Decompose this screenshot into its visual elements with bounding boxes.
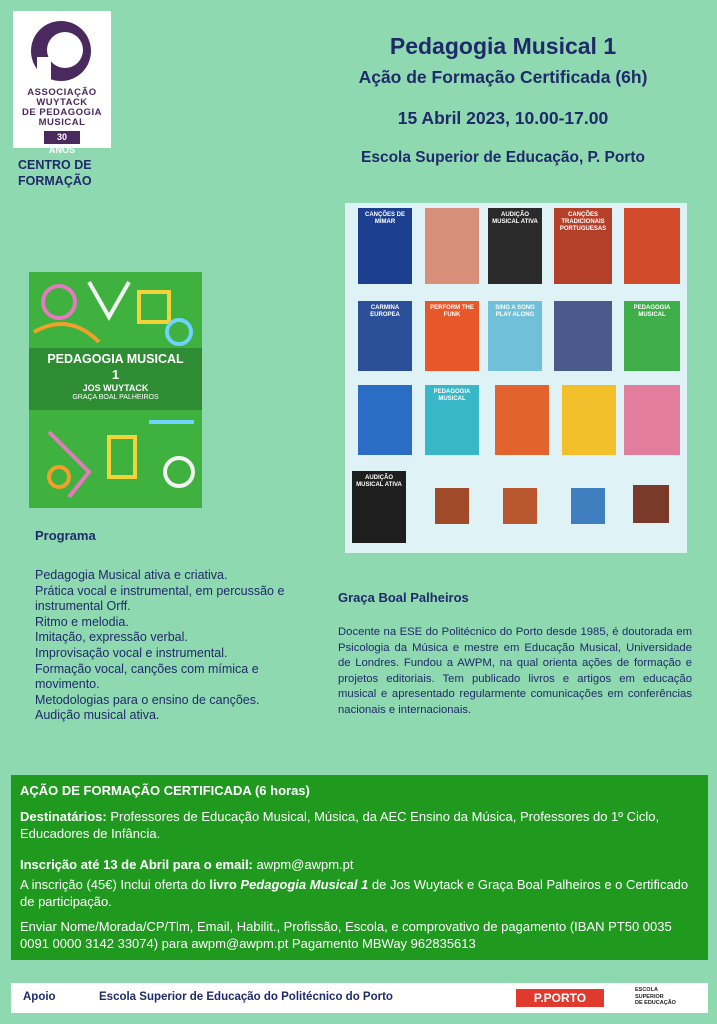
footer-bar <box>11 983 708 1013</box>
list-item: Pedagogia Musical ativa e criativa. <box>35 568 228 582</box>
inscricao-details <box>20 876 695 910</box>
info-heading: AÇÃO DE FORMAÇÃO CERTIFICADA (6 horas) <box>20 783 310 798</box>
list-item: Improvisação vocal e instrumental. <box>35 645 228 660</box>
book-cover-thumbnail-label: CANÇÕES TRADICIONAIS PORTUGUESAS <box>559 212 607 232</box>
book-cover-thumbnail <box>624 385 680 455</box>
ese-logo-line: SUPERIOR <box>635 993 664 1000</box>
event-date: 15 Abril 2023, 10.00-17.00 <box>397 108 609 128</box>
book-cover-thumbnail <box>562 385 616 455</box>
logo-text-line: DE PEDAGOGIA <box>22 107 102 118</box>
programa-heading: Programa <box>35 528 96 543</box>
list-item: Metodologias para o ensino de canções. <box>35 692 260 707</box>
page-title: Pedagogia Musical 1 <box>389 33 617 59</box>
inscricao-price-text: A inscrição (45€) Inclui oferta do <box>20 877 210 892</box>
book-title: PEDAGOGIA MUSICAL <box>47 352 184 366</box>
association-logo <box>13 11 111 155</box>
book-cover-thumbnail-label: CANÇÕES DE MIMAR <box>364 212 405 225</box>
book-cover-thumbnail <box>358 301 412 371</box>
inscricao-email[interactable]: awpm@awpm.pt <box>252 857 354 872</box>
book-cover-thumbnail-label: PERFORM THE FUNK <box>430 305 474 318</box>
escola-name: Escola Superior de Educação do Politécnico do Porto <box>99 991 393 1003</box>
author-heading: Graça Boal Palheiros <box>338 590 469 605</box>
book-cover-thumbnail <box>358 208 412 284</box>
centro-formacao-label: CENTRO DE FORMAÇÃO <box>18 158 92 188</box>
book-author: JOS WUYTACK <box>82 383 149 393</box>
page-subtitle: Ação de Formação Certificada (6h) <box>358 67 648 87</box>
book-cover-thumbnail <box>624 301 680 371</box>
list-item: Ritmo e melodia. <box>35 614 129 629</box>
ese-logo-line: DE EDUCAÇÃO <box>635 1000 676 1006</box>
book-cover-thumbnail <box>435 488 469 524</box>
logo-years-badge: 30 ANOS <box>44 131 80 144</box>
certified-training-box <box>11 775 708 960</box>
inscricao-line <box>20 856 695 873</box>
book-cover-thumbnail <box>488 208 542 284</box>
destinatarios-value: Professores de Educação Musical, Música, da AEC Ensino da Música, Professores do 1º Ciclo, Educadores de Infância. <box>20 809 660 841</box>
apoio-label: Apoio <box>23 991 56 1003</box>
programa-list <box>35 568 315 724</box>
book-cover-thumbnail <box>352 471 406 543</box>
inscricao-label: Inscrição até 13 de Abril para o email: <box>20 857 253 872</box>
book-cover-thumbnail <box>425 208 479 284</box>
destinatarios-text <box>20 808 695 842</box>
book-cover-thumbnail <box>554 208 612 284</box>
logo-text-line: MUSICAL <box>38 117 86 128</box>
inscricao-rest: de Jos Wuytack e Graça Boal Palheiros e o Certificado de participação. <box>20 877 689 909</box>
book-cover-thumbnail <box>503 488 537 524</box>
logo-text-line: WUYTACK <box>36 97 88 108</box>
book-word: livro <box>209 877 241 892</box>
list-item: Prática vocal e instrumental, em percussão e instrumental Orff. <box>35 583 285 614</box>
book-cover-thumbnail-label: SING A SONG PLAY ALONG <box>495 305 535 318</box>
author-bio: Docente na ESE do Politécnico do Porto desde 1985, é doutorada em Psicologia da Música e mestre em Educação Musical, Universidade de Londres. Fundou a AWPM, na qual orienta ações de formação e projetos editoriais. Tem publicado livros e artigos em educação musical e apresentado regularmente comunicações em conferências nacionais e internacionais. <box>338 626 692 716</box>
book-cover-thumbnail-label: PEDAGOGIA MUSICAL <box>633 305 671 318</box>
book-cover <box>29 272 202 508</box>
book-cover-thumbnail <box>358 385 412 455</box>
book-cover-thumbnail <box>624 208 680 284</box>
book-cover-thumbnail <box>554 301 612 371</box>
book-cover-thumbnail-label: AUDIÇÃO MUSICAL ATIVA <box>492 212 538 225</box>
pporto-logo: P.PORTO <box>516 989 604 1007</box>
book-number: 1 <box>111 367 120 382</box>
book-cover-thumbnail-label: AUDIÇÃO MUSICAL ATIVA <box>356 475 402 488</box>
book-cover-thumbnail-label: CARMINA EUROPEA <box>370 305 400 318</box>
publications-grid <box>345 203 687 553</box>
book-coauthor: GRAÇA BOAL PALHEIROS <box>72 394 159 401</box>
book-cover-thumbnail <box>425 385 479 455</box>
logo-ring-icon <box>27 17 95 85</box>
book-title-inline: Pedagogia Musical 1 <box>240 877 369 892</box>
logo-text-line: ASSOCIAÇÃO <box>27 87 97 98</box>
destinatarios-label: Destinatários: <box>20 809 107 824</box>
book-cover-thumbnail <box>571 488 605 524</box>
list-item: Audição musical ativa. <box>35 708 160 723</box>
list-item: Imitação, expressão verbal. <box>35 630 188 645</box>
book-cover-thumbnail <box>488 301 542 371</box>
book-cover-thumbnail <box>425 301 479 371</box>
ese-logo <box>635 987 676 1007</box>
ese-logo-line: ESCOLA <box>635 987 658 993</box>
book-cover-thumbnail-label: PEDAGOGIA MUSICAL <box>433 389 471 402</box>
event-venue: Escola Superior de Educação, P. Porto <box>361 149 645 166</box>
book-cover-thumbnail <box>633 485 669 523</box>
enviar-text: Enviar Nome/Morada/CP/Tlm, Email, Habilit., Profissão, Escola, e comprovativo de pagamento (IBAN PT50 0035 0091 0000 3142 33074) para awpm@awpm.pt Pagamento MBWay 962835613 <box>20 919 672 951</box>
list-item: Formação vocal, canções com mímica e movimento. <box>35 661 259 692</box>
book-cover-thumbnail <box>495 385 549 455</box>
